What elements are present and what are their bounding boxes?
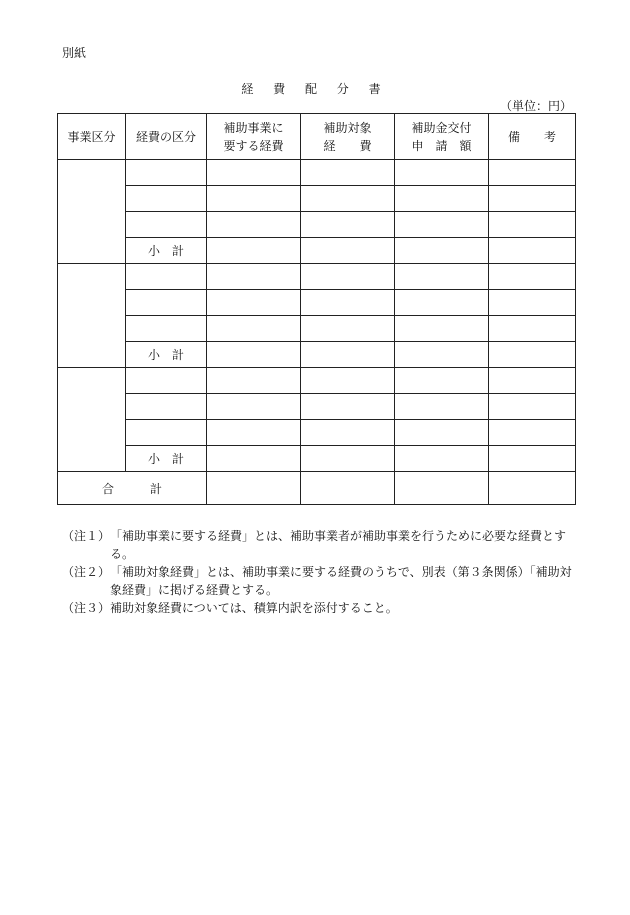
table-cell[interactable] <box>395 290 489 316</box>
table-row <box>58 186 576 212</box>
table-cell[interactable] <box>301 212 395 238</box>
table-row <box>58 264 576 290</box>
table-row <box>58 212 576 238</box>
table-cell[interactable] <box>207 472 301 505</box>
note-label: （注２） <box>62 565 111 579</box>
table-cell[interactable] <box>395 264 489 290</box>
table-row <box>58 316 576 342</box>
table-cell[interactable] <box>489 316 576 342</box>
document-title: 経 費 配 分 書 <box>241 82 389 96</box>
header-grant-amount <box>395 114 489 160</box>
table-row <box>58 368 576 394</box>
table-cell[interactable] <box>301 238 395 264</box>
table-cell[interactable] <box>395 342 489 368</box>
subtotal-label: 小 計 <box>126 238 207 264</box>
table-cell[interactable] <box>126 212 207 238</box>
table-cell[interactable] <box>301 446 395 472</box>
table-cell[interactable] <box>207 446 301 472</box>
table-row <box>58 160 576 186</box>
table-cell[interactable] <box>126 316 207 342</box>
header-required-cost-line2: 要する経費 <box>223 138 284 153</box>
table-cell[interactable] <box>489 420 576 446</box>
subtotal-label: 小 計 <box>126 446 207 472</box>
table-cell[interactable] <box>395 212 489 238</box>
table-cell[interactable] <box>207 160 301 186</box>
table-cell[interactable] <box>395 186 489 212</box>
table-cell[interactable] <box>207 394 301 420</box>
table-cell[interactable] <box>301 264 395 290</box>
table-cell[interactable] <box>207 264 301 290</box>
table-cell[interactable] <box>489 472 576 505</box>
header-grant-amount-line2: 申 請 額 <box>411 138 472 153</box>
table-cell[interactable] <box>301 472 395 505</box>
note-item <box>62 599 580 617</box>
table-cell[interactable] <box>126 264 207 290</box>
table-cell[interactable] <box>301 290 395 316</box>
table-cell[interactable] <box>395 316 489 342</box>
table-cell[interactable] <box>489 212 576 238</box>
table-cell[interactable] <box>489 446 576 472</box>
header-remarks: 備 考 <box>489 114 576 160</box>
notes-section <box>62 527 580 617</box>
table-cell[interactable] <box>489 238 576 264</box>
table-cell[interactable] <box>301 160 395 186</box>
table-cell[interactable] <box>489 160 576 186</box>
table-cell[interactable] <box>207 316 301 342</box>
table-cell[interactable] <box>126 394 207 420</box>
table-cell[interactable] <box>207 212 301 238</box>
table-cell[interactable] <box>489 290 576 316</box>
business-category-cell[interactable] <box>58 368 126 472</box>
subtotal-row <box>58 342 576 368</box>
table-cell[interactable] <box>489 186 576 212</box>
subtotal-row <box>58 446 576 472</box>
table-cell[interactable] <box>207 368 301 394</box>
subtotal-row <box>58 238 576 264</box>
header-eligible-cost-line2: 経 費 <box>323 138 372 153</box>
table-cell[interactable] <box>301 316 395 342</box>
business-category-cell[interactable] <box>58 160 126 264</box>
note-label: （注１） <box>62 529 111 543</box>
note-text: 「補助事業に要する経費」とは、補助事業者が補助事業を行うために必要な経費とする。 <box>110 529 567 561</box>
note-item <box>62 527 580 563</box>
table-row <box>58 394 576 420</box>
header-eligible-cost-line1: 補助対象 <box>323 120 372 135</box>
total-label: 合 計 <box>58 472 207 505</box>
table-cell[interactable] <box>489 264 576 290</box>
table-cell[interactable] <box>489 342 576 368</box>
note-text: 補助対象経費については、積算内訳を添付すること。 <box>110 601 398 615</box>
note-label: （注３） <box>62 601 111 615</box>
table-cell[interactable] <box>207 186 301 212</box>
table-cell[interactable] <box>126 290 207 316</box>
table-cell[interactable] <box>207 342 301 368</box>
table-cell[interactable] <box>395 368 489 394</box>
header-business-category: 事業区分 <box>58 114 126 160</box>
expense-allocation-table <box>57 113 576 505</box>
header-eligible-cost <box>301 114 395 160</box>
header-expense-category: 経費の区分 <box>126 114 207 160</box>
table-cell[interactable] <box>301 394 395 420</box>
subtotal-label: 小 計 <box>126 342 207 368</box>
table-cell[interactable] <box>301 186 395 212</box>
table-cell[interactable] <box>489 394 576 420</box>
unit-label: （単位：円） <box>499 99 572 113</box>
table-cell[interactable] <box>489 368 576 394</box>
note-text: 「補助対象経費」とは、補助事業に要する経費のうちで、別表（第３条関係）「補助対象経費」に掲げる経費とする。 <box>110 565 572 597</box>
table-header-row <box>58 114 576 160</box>
header-grant-amount-line1: 補助金交付 <box>411 120 472 135</box>
table-cell[interactable] <box>126 160 207 186</box>
table-cell[interactable] <box>301 342 395 368</box>
table-row <box>58 420 576 446</box>
table-cell[interactable] <box>395 446 489 472</box>
table-cell[interactable] <box>395 160 489 186</box>
table-cell[interactable] <box>126 368 207 394</box>
table-cell[interactable] <box>207 420 301 446</box>
annex-label: 別紙 <box>62 46 87 60</box>
header-required-cost-line1: 補助事業に <box>223 120 284 135</box>
table-cell[interactable] <box>301 420 395 446</box>
table-cell[interactable] <box>207 238 301 264</box>
business-category-cell[interactable] <box>58 264 126 368</box>
note-item <box>62 563 580 599</box>
table-cell[interactable] <box>207 290 301 316</box>
table-cell[interactable] <box>126 186 207 212</box>
total-row <box>58 472 576 505</box>
table-cell[interactable] <box>301 368 395 394</box>
table-cell[interactable] <box>126 420 207 446</box>
table-cell[interactable] <box>395 238 489 264</box>
table-cell[interactable] <box>395 394 489 420</box>
header-required-cost <box>207 114 301 160</box>
table-cell[interactable] <box>395 420 489 446</box>
table-cell[interactable] <box>395 472 489 505</box>
table-row <box>58 290 576 316</box>
